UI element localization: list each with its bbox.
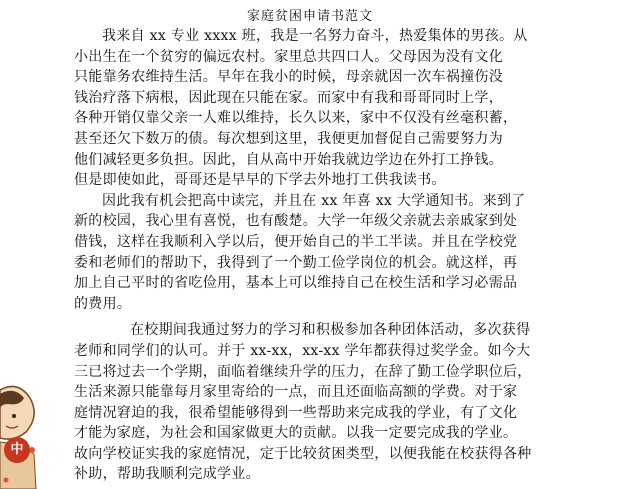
text-line: 才能为家庭，为社会和国家做更大的贡献。以我一定要完成我的学业。 [74,425,518,442]
text-line: 的费用。 [74,295,132,312]
text-line: 小出生在一个贫穷的偏远农村。家里总共四口人。父母因为没有文化 [74,48,503,65]
badge-zhong: 中 [4,437,30,463]
text-line: 钱治疗落下病根，因此现在只能在家。而家中有我和哥哥同时上学， [74,89,503,106]
text-line: 三已将过去一个学期，面临着继续升学的压力，在辞了勤工俭学职位后， [74,363,532,380]
cartoon-figure-icon [0,380,40,489]
text-line: 但是即使如此，哥哥还是早早的下学去外地打工供我读书。 [74,172,446,189]
text-line: 补助，帮助我顺利完成学业。 [74,466,260,483]
text-line: 故向学校证实我的家庭情况，定于比较贫困类型，以便我能在校获得各种 [74,445,532,462]
text-line: 甚至还欠下数万的债。每次想到这里，我便更加督促自己需要努力为 [74,130,503,147]
text-line: 我来自 xx 专业 xxxx 班，我是一名努力奋斗，热爱集体的男孩。从 [102,28,528,44]
text-line: 在校期间我通过努力的学习和积极参加各种团体活动，多次获得 [130,322,531,339]
text-line: 因此我有机会把高中读完，并且在 xx 年喜 xx 大学通知书。来到了 [102,192,526,209]
text-line: 加上自己平时的省吃俭用，基本上可以维持自己在校生活和学习必需品 [74,275,518,292]
text-line: 只能靠务农维持生活。早年在我小的时候，母亲就因一次车祸撞伤没 [74,69,503,86]
text-line: 各种开销仅靠父亲一人难以维持，长久以来，家中不仅没有丝毫积蓄， [74,110,518,127]
page-title: 家庭贫困申请书范文 [246,9,373,24]
text-line: 新的校园，我心里有喜悦，也有酸楚。大学一年级父亲就去亲戚家到处 [74,213,518,230]
text-line: 老师和同学们的认可。并于 xx-xx，xx-xx 学年都获得过奖学金。如今大 [74,342,531,359]
text-line: 委和老师们的帮助下，我得到了一个勤工俭学岗位的机会。就这样，再 [74,254,518,271]
document-body [74,26,614,485]
text-line: 生活来源只能靠每月家里寄给的一点，而且还面临高额的学费。对于家 [74,384,518,401]
text-line: 借钱，这样在我顺利入学以后，便开始自己的半工半读。并且在学校党 [74,233,518,250]
paragraph-3 [74,320,614,485]
text-line: 他们减轻更多负担。因此，自从高中开始我就边学边在外打工挣钱。 [74,151,503,168]
paragraph-2 [74,191,614,315]
text-line: 庭情况窘迫的我，很希望能够得到一些帮助来完成我的学业，有了文化 [74,404,518,421]
paragraph-1 [74,26,614,191]
